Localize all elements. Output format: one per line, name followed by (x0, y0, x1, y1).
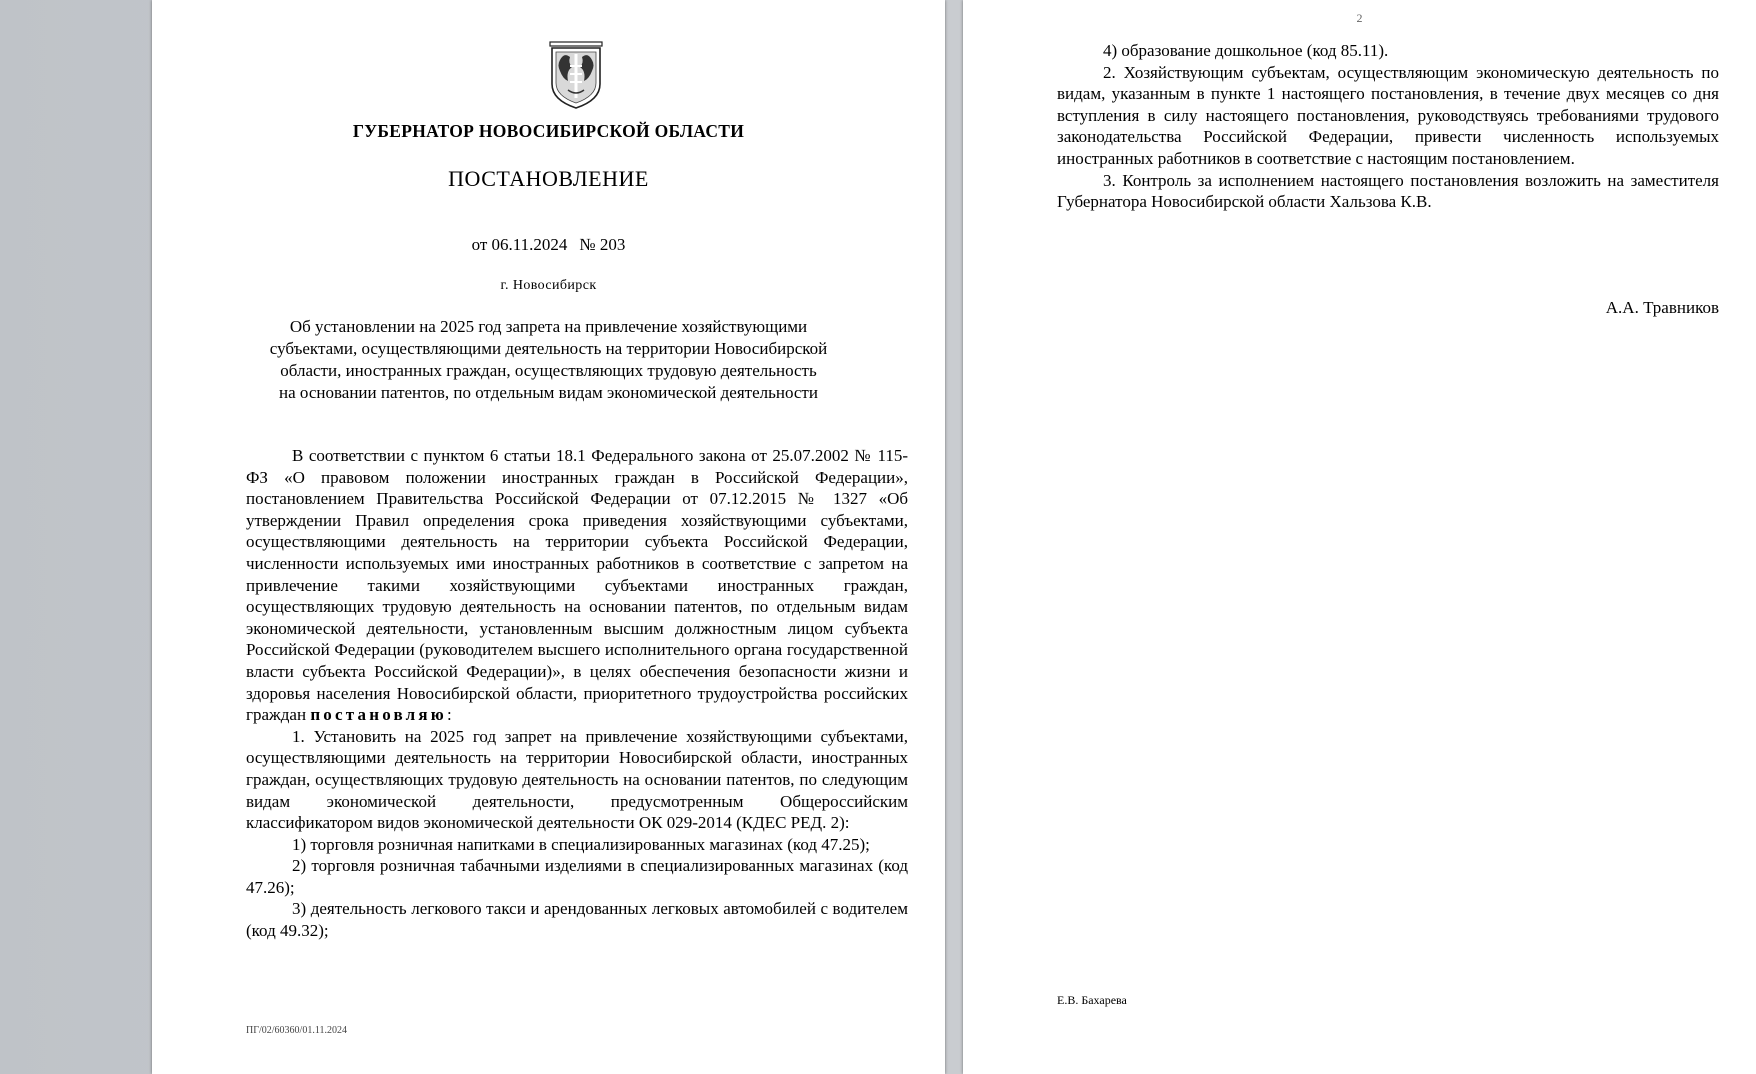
document-page-1 (152, 0, 945, 1074)
document-type: ПОСТАНОВЛЕНИЕ (448, 166, 649, 191)
executor-name: Е.В. Бахарева (1057, 993, 1127, 1007)
document-page-2 (963, 0, 1756, 1074)
subject-line: на основании патентов, по отдельным видам экономической деятельности (279, 383, 818, 402)
subject-line: области, иностранных граждан, осуществляющих трудовую деятельность (280, 361, 817, 380)
subitem-paragraph: 4) образование дошкольное (код 85.11). (1103, 41, 1389, 60)
subitem-paragraph: 2) торговля розничная табачными изделиями в специализированных магазинах (код 47.26); (246, 856, 908, 897)
document-body-continued (1057, 40, 1719, 213)
item-1-paragraph: 1. Установить на 2025 год запрет на привлечение хозяйствующими субъектами, осуществляющими деятельность на территории Новосибирской области, иностранных граждан, осуществляющих трудовую деятельность на основании патентов, по следующим видам экономической деятельности, предусмотренным Общероссийским классификатором видов экономической деятельности ОК 029-2014 (КДЕС РЕД. 2): (246, 726, 908, 833)
subitem-paragraph: 1) торговля розничная напитками в специализированных магазинах (код 47.25); (292, 834, 870, 854)
document-body (246, 445, 908, 942)
document-date: от 06.11.2024 (471, 235, 568, 254)
document-number: № 203 (579, 235, 626, 254)
preamble-paragraph (246, 445, 908, 726)
coat-of-arms-emblem (546, 40, 606, 110)
document-subject (152, 316, 945, 404)
footer-registration-code: ПГ/02/60360/01.11.2024 (246, 1025, 347, 1036)
document-city: г. Новосибирск (500, 278, 597, 293)
subject-line: Об установлении на 2025 год запрета на привлечение хозяйствующими (289, 317, 808, 336)
subitem-paragraph: 3) деятельность легкового такси и арендованных легковых автомобилей с водителем (код 49.32); (246, 899, 908, 941)
decree-word: постановляю (310, 705, 447, 725)
page-number: 2 (1356, 11, 1363, 25)
preamble-text: В соответствии с пунктом 6 статьи 18.1 Федерального закона от 25.07.2002 № 115-ФЗ «О правовом положении иностранных граждан в Российской Федерации», постановлением Правительства Российской Федерации от 07.12.2015 № 1327 «Об утверждении Правил определения срока приведения хозяйствующими субъектами, осуществляющими деятельность на территории субъекта Российской Федерации, численности используемых ими иностранных работников в соответствие с запретом на привлечение такими хозяйствующими субъектами иностранных граждан, осуществляющих трудовую деятельность на основании патентов, по отдельным видам экономической деятельности, установленным высшим должностным лицом субъекта Российской Федерации (руководителем высшего исполнительного органа государственной власти субъекта Российской Федерации)», в целях обеспечения безопасности жизни и здоровья населения Новосибирской области, приоритетного трудоустройства российских граждан (246, 446, 908, 725)
signatory-name: А.А. Травников (1605, 298, 1719, 317)
decree-colon: : (446, 705, 452, 725)
item-3-paragraph: 3. Контроль за исполнением настоящего постановления возложить на заместителя Губернатора Новосибирской области Хальзова К.В. (1057, 170, 1719, 212)
issuer-title: ГУБЕРНАТОР НОВОСИБИРСКОЙ ОБЛАСТИ (352, 121, 745, 141)
item-2-paragraph: 2. Хозяйствующим субъектам, осуществляющим экономическую деятельность по видам, указанным в пункте 1 настоящего постановления, в течение двух месяцев со дня вступления в силу настоящего постановления, руководствуясь требованиями трудового законодательства Российской Федерации, привести численность используемых иностранных работников в соответствие с настоящим постановлением. (1057, 62, 1719, 168)
page-gap (945, 0, 963, 1074)
document-date-number (152, 235, 945, 255)
subject-line: субъектами, осуществляющими деятельность на территории Новосибирской (269, 339, 828, 358)
